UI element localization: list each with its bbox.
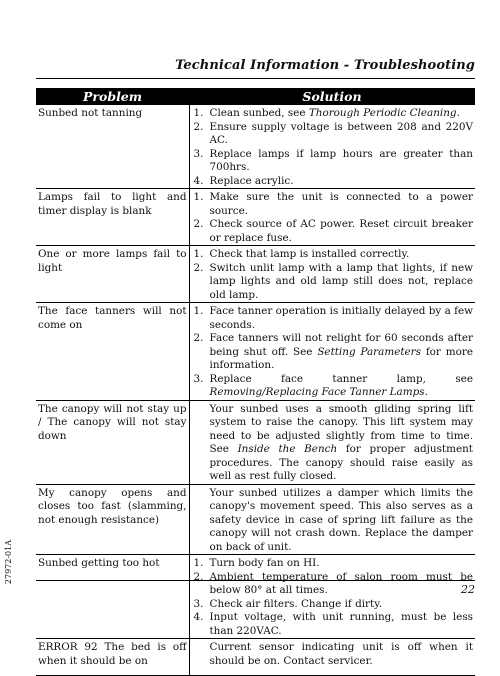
step-number: 3. [193, 147, 204, 160]
page-number: 22 [461, 583, 475, 596]
solution-text: Your sunbed uses a smooth gliding spring lift system to raise the canopy. This lift system may need to be adjusted slightly from time to time. See Inside the Bench for proper adjustment procedures. The canopy should raise easily as well as rest fully closed. [209, 402, 473, 482]
solution-step [194, 571, 474, 598]
step-text: Face tanner operation is initially delayed by a few seconds. [209, 305, 473, 331]
step-text: Check that lamp is installed correctly. [209, 248, 410, 260]
problem-text: One or more lamps fail to light [38, 248, 187, 274]
column-header-solution: Solution [189, 88, 475, 105]
solution-list [194, 248, 474, 302]
step-text: Face tanners will not relight for 60 seconds after being shut off. See Setting Parameters for more information. [209, 332, 473, 371]
solution-step [194, 598, 474, 612]
step-number: 1. [193, 191, 204, 203]
problem-cell [36, 400, 189, 484]
step-text: Make sure the unit is connected to a power source. [209, 191, 473, 217]
page-header-title: Technical Information - Troubleshooting [175, 58, 475, 73]
footer-rule [36, 580, 475, 581]
problem-cell [36, 555, 189, 639]
header-rule [36, 78, 475, 79]
solution-step [194, 191, 474, 218]
solution-step [194, 218, 474, 245]
solution-list [194, 557, 474, 638]
table-header-row [36, 88, 475, 105]
table-row [36, 555, 475, 639]
step-text: Turn body fan on HI. [209, 557, 320, 569]
solution-step [194, 373, 474, 400]
solution-step [194, 332, 474, 373]
problem-cell [36, 303, 189, 401]
solution-step [194, 121, 474, 148]
problem-cell [36, 189, 189, 246]
step-number: 3. [193, 597, 204, 610]
table-row [36, 246, 475, 303]
solution-cell [189, 400, 475, 484]
step-number: 2. [193, 570, 204, 583]
step-number: 4. [193, 174, 204, 187]
solution-list [194, 305, 474, 400]
step-number: 1. [193, 248, 204, 260]
problem-cell [36, 484, 189, 555]
problem-text: Sunbed getting too hot [38, 557, 160, 569]
step-number: 2. [193, 120, 204, 133]
step-text: Switch unlit lamp with a lamp that lights, if new lamp lights and old lamp still does not, replace old lamp. [209, 261, 473, 301]
solution-cell [189, 303, 475, 401]
solution-step [194, 557, 474, 571]
table-row [36, 303, 475, 401]
solution-list [194, 107, 474, 188]
problem-text: Sunbed not tanning [38, 107, 143, 119]
solution-step [194, 611, 474, 638]
table-row [36, 639, 475, 676]
document-number: 27972-01A [4, 540, 13, 585]
troubleshooting-table [36, 88, 475, 676]
column-header-problem: Problem [36, 88, 189, 105]
step-text: Check source of AC power. Reset circuit breaker or replace fuse. [209, 218, 473, 244]
solution-step [194, 148, 474, 175]
solution-list [194, 191, 474, 245]
step-number: 4. [193, 611, 204, 623]
solution-step [194, 107, 474, 121]
solution-cell [189, 484, 475, 555]
problem-text: ERROR 92 The bed is off when it should be on [38, 641, 187, 667]
table-row [36, 484, 475, 555]
solution-cell [189, 555, 475, 639]
step-number: 1. [193, 557, 204, 569]
solution-step [194, 305, 474, 332]
problem-text: My canopy opens and closes too fast (slamming, not enough resistance) [38, 486, 187, 526]
problem-text: The face tanners will not come on [38, 305, 187, 331]
step-text: Input voltage, with unit running, must be less than 220VAC. [209, 611, 473, 637]
solution-step [194, 262, 474, 303]
step-number: 3. [193, 372, 204, 385]
solution-cell [189, 105, 475, 189]
step-text: Check air filters. Change if dirty. [209, 597, 382, 610]
step-number: 2. [193, 332, 204, 344]
step-text: Clean sunbed, see Thorough Periodic Cleaning. [209, 107, 460, 119]
step-number: 2. [193, 261, 204, 274]
step-text: Replace acrylic. [209, 174, 294, 187]
solution-step [194, 248, 474, 262]
solution-step [194, 175, 474, 189]
table-row [36, 105, 475, 189]
step-number: 1. [193, 107, 204, 119]
problem-cell [36, 246, 189, 303]
table-row [36, 400, 475, 484]
solution-text: Your sunbed utilizes a damper which limits the canopy's movement speed. This also serves as a safety device in case of spring lift failure as the canopy will not crash down. Replace the damper on back of unit. [209, 486, 473, 553]
problem-cell [36, 105, 189, 189]
solution-cell [189, 246, 475, 303]
solution-cell [189, 639, 475, 676]
problem-cell [36, 639, 189, 676]
step-text: Replace lamps if lamp hours are greater than 700hrs. [209, 147, 473, 173]
step-text: Ensure supply voltage is between 208 and 220V AC. [209, 120, 473, 146]
problem-text: Lamps fail to light and timer display is blank [38, 191, 187, 217]
step-text: Replace face tanner lamp, see Removing/Replacing Face Tanner Lamps. [209, 372, 473, 398]
step-text: Ambient temperature of salon room must be below 80° at all times. [209, 570, 473, 596]
step-number: 1. [193, 305, 204, 317]
step-number: 2. [193, 218, 204, 230]
table-row [36, 189, 475, 246]
solution-cell [189, 189, 475, 246]
problem-text: The canopy will not stay up / The canopy will not stay down [38, 402, 187, 442]
solution-text: Current sensor indicating unit is off when it should be on. Contact servicer. [209, 641, 473, 667]
